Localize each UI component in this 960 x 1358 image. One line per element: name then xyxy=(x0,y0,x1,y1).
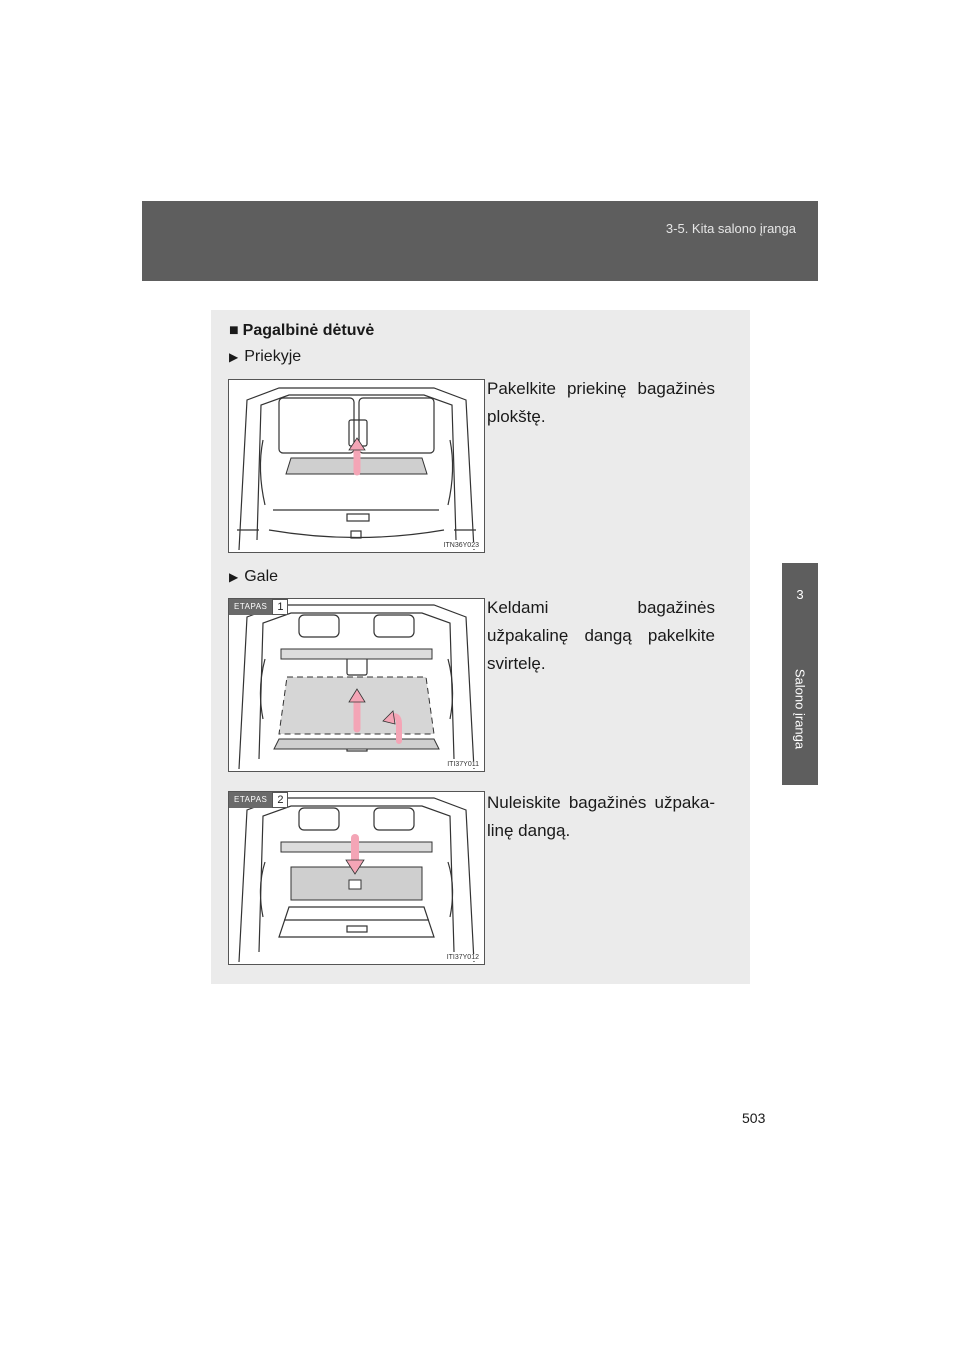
section-title: 3-5. Kita salono įranga xyxy=(665,221,796,236)
figure-rear-step-2 xyxy=(228,791,485,965)
step-number: 1 xyxy=(272,599,288,615)
chapter-label: Salono įranga xyxy=(792,668,808,750)
cargo-area-illustration xyxy=(229,792,484,964)
triangle-bullet-icon: ▶ xyxy=(229,350,239,364)
instruction-front: Pakelkite priekinę bagažinės plokštę. xyxy=(487,379,715,426)
figure-code: ITN36Y023 xyxy=(443,542,479,549)
figure-front-floor-panel xyxy=(228,379,485,553)
step-badge xyxy=(229,599,288,615)
cargo-area-illustration xyxy=(229,599,484,771)
page-number: 503 xyxy=(742,1110,766,1126)
chapter-number-tab: 3 xyxy=(782,563,818,633)
figure-rear-step-1 xyxy=(228,598,485,772)
step-label: ETAPAS xyxy=(229,599,272,615)
subhead-rear xyxy=(229,568,278,586)
step-badge xyxy=(229,792,288,808)
step-label: ETAPAS xyxy=(229,792,272,808)
figure-code: ITI37Y012 xyxy=(446,954,479,961)
instruction-rear-step-1: Keldami bagažinės užpakalinę dangą pakelkite svirtelę. xyxy=(487,598,715,673)
subhead-text: Priekyje xyxy=(244,348,302,365)
heading-text: Pagalbinė dėtuvė xyxy=(242,322,375,339)
triangle-bullet-icon: ▶ xyxy=(229,570,239,584)
section-heading xyxy=(229,322,374,340)
cargo-area-illustration xyxy=(229,380,484,552)
instruction-rear-step-2: Nuleiskite bagažinės užpaka- linę dangą. xyxy=(487,793,715,840)
chapter-label-tab xyxy=(782,633,818,785)
subhead-text: Gale xyxy=(244,568,279,585)
subhead-front xyxy=(229,348,301,366)
page-header-band xyxy=(142,201,818,281)
figure-code: ITI37Y011 xyxy=(447,761,479,768)
step-number: 2 xyxy=(272,792,288,808)
square-bullet-icon: ■ xyxy=(229,322,239,339)
